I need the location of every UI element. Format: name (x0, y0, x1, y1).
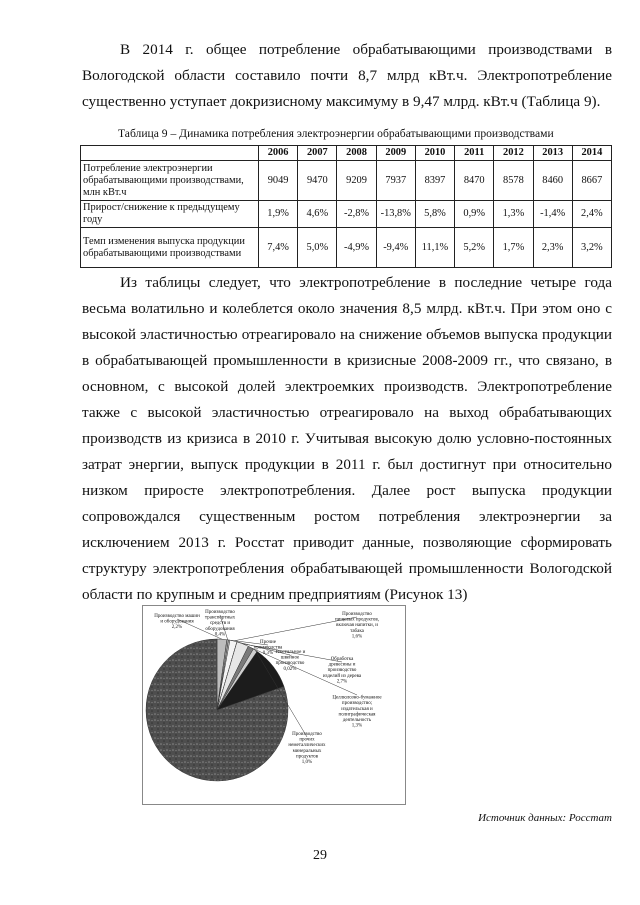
table-cell: 11,1% (415, 228, 454, 268)
slice-label: Текстильное и швейное производство 0,02% (274, 650, 306, 672)
table-row (81, 161, 612, 201)
table-cell: 7,4% (259, 228, 298, 268)
table-cell: -1,4% (533, 201, 572, 228)
page-number: 29 (313, 848, 327, 863)
table-cell: 2,4% (572, 201, 611, 228)
table-cell: 0,9% (455, 201, 494, 228)
pie-chart (142, 605, 406, 805)
table-cell: 5,0% (298, 228, 337, 268)
table-cell: 4,6% (298, 201, 337, 228)
table-cell: 5,8% (415, 201, 454, 228)
intro-paragraph: В 2014 г. общее потребление обрабатывающими производствами в Вологодской области составило почти 8,7 млрд кВт.ч. Электропотребление существенно уступает докризисному максимуму в 9,47 млрд. кВт.ч (Таблица 9). (82, 41, 612, 110)
table-cell: 9049 (259, 161, 298, 201)
table-header-year: 2007 (298, 146, 337, 161)
slice-label: Производство прочих неметаллических минеральных продуктов 1,0% (288, 732, 326, 765)
table-cell: 3,2% (572, 228, 611, 268)
table-cell: 8397 (415, 161, 454, 201)
table-cell: 2,3% (533, 228, 572, 268)
table-header-year: 2008 (337, 146, 376, 161)
table-cell: 8470 (455, 161, 494, 201)
table-cell: 1,7% (494, 228, 533, 268)
table-cell: 9470 (298, 161, 337, 201)
slice-label: Производство пищевых продуктов, включая напитки, и табака 1,6% (334, 612, 380, 640)
row-label: Темп изменения выпуска продукции обрабатывающими производствами (81, 228, 259, 268)
table-header-row (81, 146, 612, 161)
table-cell: -2,8% (337, 201, 376, 228)
slice-label: Прочие производства 0,3% (253, 640, 283, 657)
table-header-year: 2009 (376, 146, 415, 161)
table-cell: -13,8% (376, 201, 415, 228)
consumption-table (80, 145, 612, 268)
slice-label: Целлюлозно-бумажное производство; издательская и полиграфическая деятельность 1,3% (332, 695, 382, 729)
row-label: Прирост/снижение к предыдущему году (81, 201, 259, 228)
table-cell: -4,9% (337, 228, 376, 268)
body-paragraph: Из таблицы следует, что электропотребление в последние четыре года весьма волатильно и колеблется около значения 8,5 млрд. кВт.ч. При этом оно с высокой эластичностью отреагировало на снижение объемов выпуска продукции в обрабатывающей промышленности в кризисные 2008-2009 гг., что связано, в основном, с высокой долей электроемких производств. Электропотребление также с высокой эластичностью отреагировало на выход обрабатывающих производств из кризиса в 2010 г. Учитывая высокую долю условно-постоянных затрат энергии, выпуск продукции в 2011 г. был достигнут при относительно низком приросте электропотребления. Далее рост выпуска продукции сопровождался существенным ростом потребления электроэнергии за исключением 2013 г. Росстат приводит данные, позволяющие сформировать структуру электропотребления обрабатывающей промышленности Вологодской области по крупным и средним предприятиям (Рисунок 13) (82, 274, 612, 603)
table-header-corner (81, 146, 259, 161)
table-cell: 1,3% (494, 201, 533, 228)
table-cell: 8667 (572, 161, 611, 201)
table-cell: 8460 (533, 161, 572, 201)
table-caption: Таблица 9 – Динамика потребления электроэнергии обрабатывающими производствами (118, 127, 554, 140)
table-header-year: 2011 (455, 146, 494, 161)
table-cell: 1,9% (259, 201, 298, 228)
row-label: Потребление электроэнергии обрабатывающими производствами, млн кВт.ч (81, 161, 259, 201)
table-cell: 9209 (337, 161, 376, 201)
table-header-year: 2014 (572, 146, 611, 161)
pie-chart-figure (142, 605, 406, 805)
table-cell: 8578 (494, 161, 533, 201)
table-cell: -9,4% (376, 228, 415, 268)
table-cell: 7937 (376, 161, 415, 201)
source-note: Источник данных: Росстат (478, 812, 612, 824)
table-header-year: 2006 (259, 146, 298, 161)
table-header-year: 2012 (494, 146, 533, 161)
table-header-year: 2013 (533, 146, 572, 161)
slice-label: Производство машин и оборудования 2,2% (154, 614, 200, 631)
table-row (81, 201, 612, 228)
table-row (81, 228, 612, 268)
slice-label: Производство транспортных средств и оборудования 0,4% (204, 610, 236, 638)
slice-label: Обработка древесины и производство изделий из дерева 2,7% (322, 657, 362, 685)
table-header-year: 2010 (415, 146, 454, 161)
table-cell: 5,2% (455, 228, 494, 268)
